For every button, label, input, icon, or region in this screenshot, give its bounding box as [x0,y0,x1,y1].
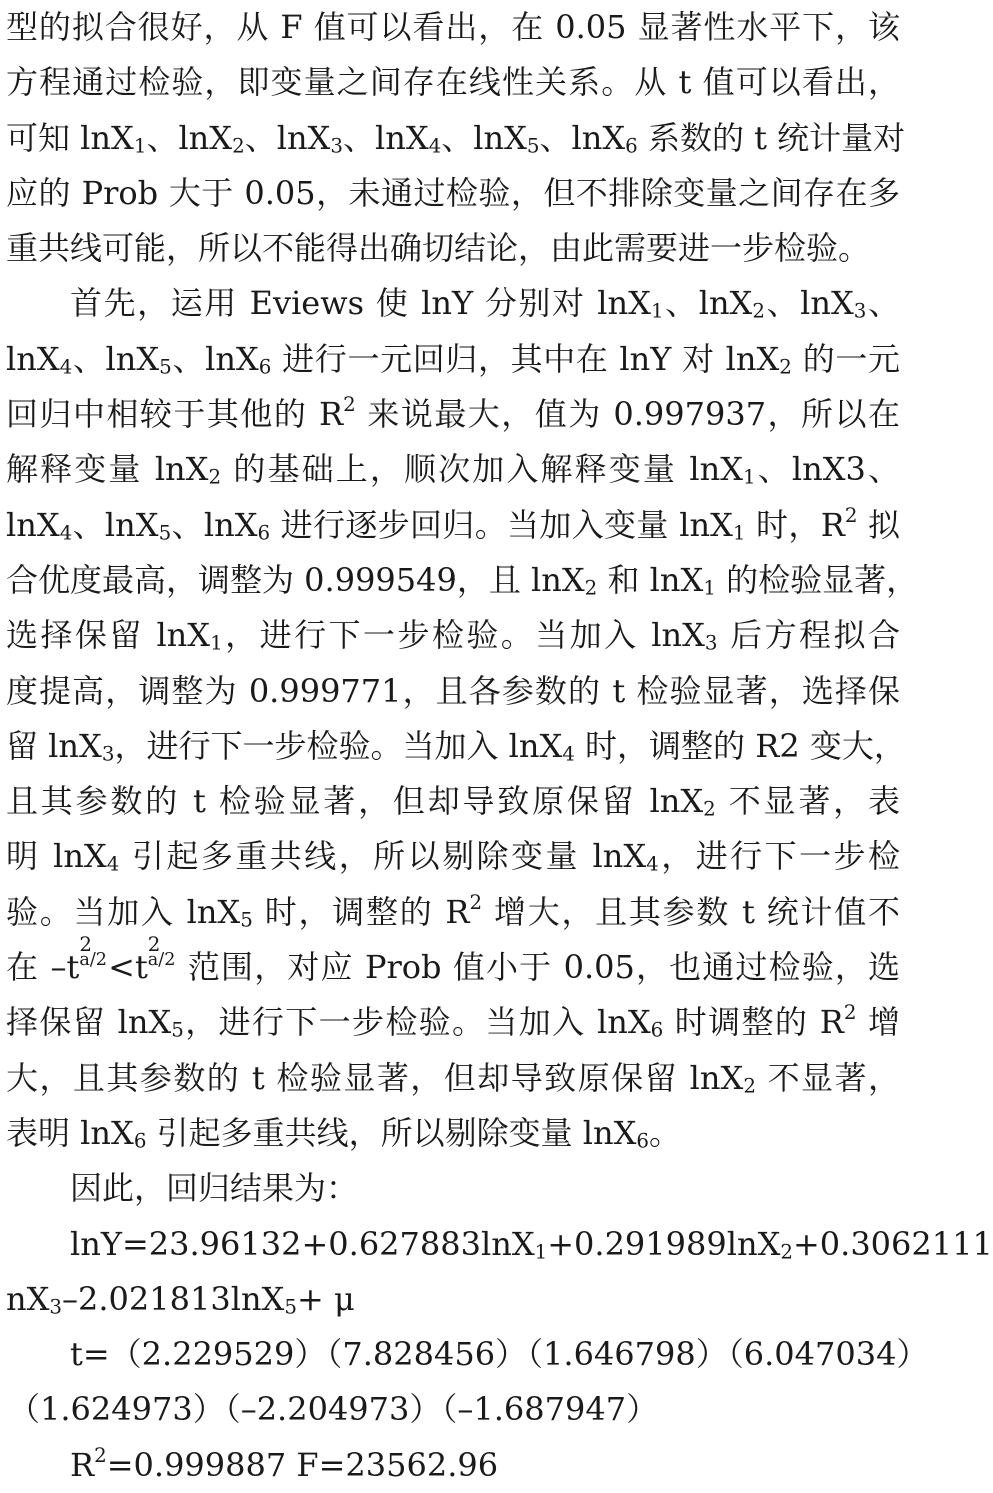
subscript: 2 [208,465,222,489]
subscript: 4 [428,134,442,158]
line-text: 。 [649,1113,682,1152]
line-text: 解释变量 lnX [6,450,209,489]
line-text: 拟 [857,505,900,544]
superscript: 2 [94,1443,107,1467]
text-line [6,332,900,387]
line-text: 、lnX [441,118,527,157]
line-text: +0.3062111 [792,1224,993,1263]
text-line-critical-range [6,933,900,995]
line-text: lnX [6,505,60,544]
line-text: 在 –t [6,948,80,987]
line-text: 验。当加入 lnX [6,892,241,931]
subscript: 1 [703,576,716,600]
text-line [6,829,900,884]
line-text: 因此，回归结果为： [70,1169,359,1208]
paragraph-stepwise-regression [6,276,919,1161]
line-text: 、lnX [244,118,331,157]
subscript: 2 [584,576,598,600]
line-text: 首先，运用 Eviews 使 lnY 分别对 lnX [70,284,651,323]
subscript: 5 [159,355,172,379]
line-text: R [70,1445,95,1484]
subscript: 1 [650,300,664,324]
article-page [6,0,993,1493]
line-text: 引起多重共线，所以剔除变量 lnX [146,1113,637,1152]
subscript: 4 [646,853,659,877]
subscript: 1 [534,1240,548,1264]
line-text: 回归中相较于其他的 R [6,395,344,434]
subscript: 6 [650,1018,664,1042]
line-text: 范围，对应 Prob 值小于 0.05，也通过检验，选 [176,948,900,987]
line-text: 重共线可能，所以不能得出确切结论，由此需要进一步检验。 [6,229,871,268]
line-text: 的基础上，顺次加入解释变量 lnX [221,450,743,489]
line-text: ，进行下一步检验。当加入 lnX [114,726,563,765]
line-text: lnX [6,339,60,378]
subscript: 2 [780,1240,793,1264]
line-text: 不显著， [755,1058,900,1097]
subscript: 2 [752,300,765,324]
subscript: 3 [49,1295,63,1319]
subscript: 1 [210,631,223,655]
superscript: 2 [469,890,483,914]
subscript: 6 [257,521,271,545]
line-text: 引起多重共线，所以剔除变量 lnX [119,837,647,876]
line-text: ，进行下一步检 [658,837,900,876]
line-text: 的一元 [791,339,900,378]
line-text: 、lnX [764,284,854,323]
line-text: 、lnX [171,339,259,378]
line-text: 型的拟合很好，从 F 值可以看出，在 0.05 显著性水平下，该 [6,8,900,46]
subscript: 5 [284,1295,297,1319]
subscript: 1 [133,134,147,158]
subscript: 2 [232,134,245,158]
line-text: 时，调整的 R [252,892,470,931]
line-text: + μ [296,1279,355,1318]
line-text: 择保留 lnX [6,1003,172,1042]
text-line [6,1161,900,1216]
subscript: 6 [625,134,638,158]
line-text: 时，调整的 R2 变大， [574,726,906,765]
text-line [6,55,900,110]
subscript: 6 [258,355,272,379]
text-line [6,719,906,774]
fit-statistics-line [6,1438,900,1493]
line-text: 时调整的 R [663,1003,844,1042]
subscript: 5 [171,1018,184,1042]
subscript: 3 [330,134,343,158]
line-text: 、lnX [146,118,233,157]
line-text: 后方程拟合 [717,616,900,655]
line-text: 系数的 t 统计量对 [637,118,906,157]
subscript: 6 [636,1129,650,1153]
subscript: 4 [59,521,73,545]
text-line [6,442,900,497]
subscript: 1 [732,521,746,545]
line-text: 、lnX3、 [755,450,900,489]
line-text: 选择保留 lnX [6,616,211,655]
text-line [6,387,900,442]
line-text: ，进行下一步检验。当加入 lnX [183,1003,651,1042]
subscript: 3 [101,742,115,766]
line-text: 度提高，调整为 0.999771，且各参数的 t 检验显著，选择保 [6,671,900,710]
subscript: 3 [853,300,867,324]
t-statistics-line [6,1327,929,1382]
line-text: 合优度最高，调整为 0.999549，且 lnX [6,560,585,599]
text-line [6,111,906,166]
line-text: nX [6,1279,50,1318]
text-line [6,608,900,663]
line-text: 和 lnX [597,560,704,599]
superscript: 2 [844,503,858,527]
line-text: 的检验显著， [715,560,919,599]
text-line [6,885,900,940]
line-text: 大，且其参数的 t 检验显著，但却导致原保留 lnX [6,1058,744,1097]
superscript-subscript: 2 a/2 [79,933,107,971]
subscript: 5 [526,134,540,158]
line-text: 表明 lnX [6,1113,134,1152]
subscript: 5 [158,521,172,545]
t-statistics-line [6,1382,900,1437]
line-text: 方程通过检验，即变量之间存在线性关系。从 t 值可以看出， [6,63,900,102]
subscript: 2 [743,1074,756,1098]
line-text: 、lnX [663,284,753,323]
text-line [6,553,919,608]
line-text: lnY=23.96132+0.627883lnX [70,1224,535,1263]
text-line [6,774,900,829]
line-text: 来说最大，值为 0.997937，所以在 [355,395,900,434]
line-text: 、lnX [72,339,160,378]
line-text: 留 lnX [6,726,102,765]
line-text: （1.624973）（–2.204973）（–1.687947） [8,1390,659,1429]
equation-line [6,1217,993,1272]
line-text: 、lnX [539,118,626,157]
subscript: 5 [240,908,253,932]
line-text: =0.999887 F=23562.96 [106,1445,499,1484]
subscript: 4 [562,742,575,766]
line-text: 、lnX [72,505,159,544]
line-text: 增大，且其参数 t 统计值不 [482,892,900,931]
equation-line [6,1272,900,1327]
line-text: 增 [856,1003,900,1042]
paragraph-model-fit [6,0,906,276]
text-line [6,995,900,1050]
subscript: 2 [779,355,792,379]
line-text: <t [108,948,148,987]
text-line [6,276,900,331]
line-text: –2.021813lnX [62,1279,285,1318]
line-text: 不显著，表 [715,782,900,821]
line-text: 、lnX [342,118,429,157]
line-text: +0.291989lnX [547,1224,781,1263]
subscript: 4 [59,355,73,379]
subscript: 1 [742,465,756,489]
line-text: 应的 Prob 大于 0.05，未通过检验，但不排除变量之间存在多 [6,173,900,212]
superscript-subscript: 2 a/2 [147,933,176,971]
line-text: 进行逐步回归。当加入变量 lnX [270,505,733,544]
line-text: 明 lnX [6,837,107,876]
text-line [6,221,900,276]
text-line [6,166,900,221]
line-text: ，进行下一步检验。当加入 lnX [222,616,705,655]
line-text: 时，R [745,505,845,544]
text-line [6,0,900,55]
line-text: 、 [866,284,900,323]
subscript: 3 [704,631,718,655]
line-text: 、lnX [171,505,258,544]
text-line [6,1051,900,1106]
text-line [6,1106,900,1161]
text-line [6,498,900,553]
line-text: 且其参数的 t 检验显著，但却导致原保留 lnX [6,782,704,821]
subscript: 2 [703,797,716,821]
superscript: 2 [343,393,356,417]
line-text: t=（2.229529）（7.828456）（1.646798）（6.047034） [70,1335,929,1374]
line-text: 进行一元回归，其中在 lnY 对 lnX [271,339,780,378]
paragraph-regression-result [6,1161,993,1493]
line-text: 可知 lnX [6,118,134,157]
text-line [6,664,900,719]
subscript: 6 [133,1129,147,1153]
subscript: 4 [106,853,120,877]
superscript: 2 [843,1001,857,1025]
